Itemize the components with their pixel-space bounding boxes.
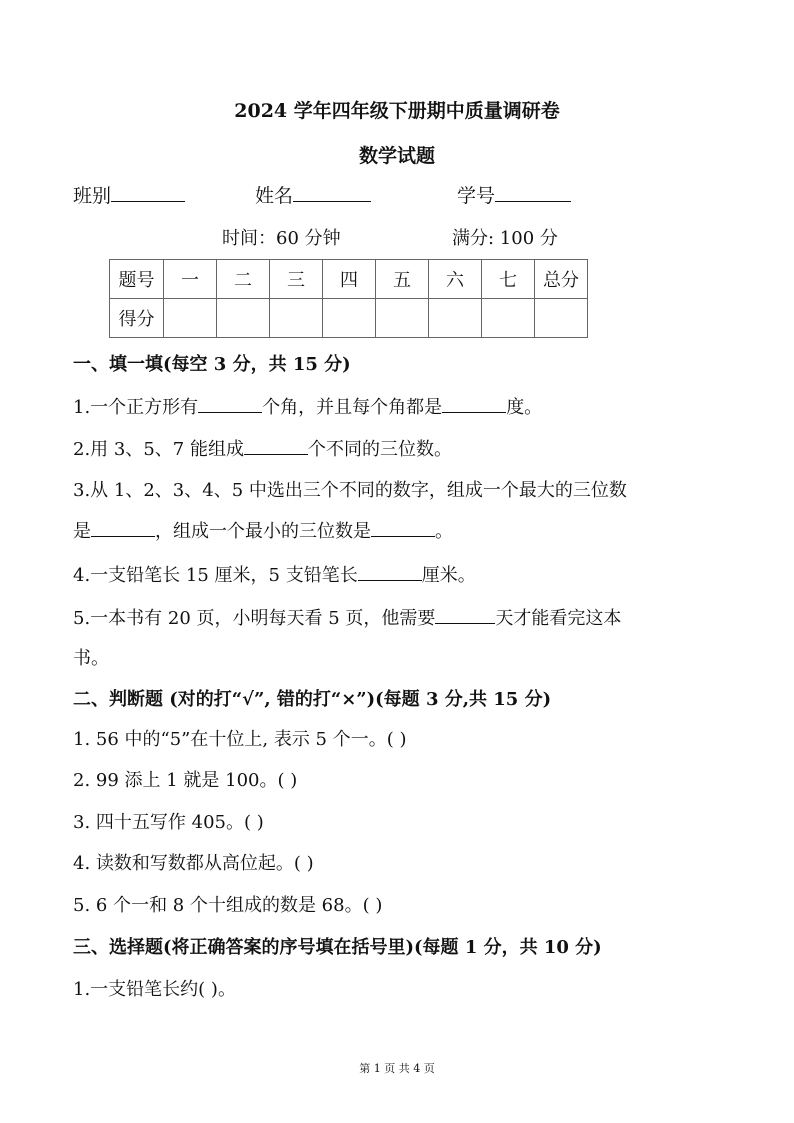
question-1-5-cont: 书。 — [73, 648, 109, 669]
score-header-cell: 七 — [482, 260, 535, 299]
question-1-2 — [73, 435, 452, 461]
judge-item: 1. 56 中的“5”在十位上, 表示 5 个一。( ) — [73, 729, 407, 750]
answer-blank[interactable] — [198, 394, 262, 413]
score-cell[interactable] — [270, 299, 323, 338]
id-field — [457, 181, 571, 208]
score-cell[interactable] — [429, 299, 482, 338]
judge-item: 2. 99 添上 1 就是 100。( ) — [73, 770, 298, 791]
question-1-4 — [73, 561, 476, 587]
answer-blank[interactable] — [91, 518, 155, 537]
question-text: 5.一本书有 20 页，小明每天看 5 页，他需要 — [73, 608, 436, 629]
score-table-header-row — [110, 260, 588, 299]
page-subtitle: 数学试题 — [358, 145, 435, 167]
answer-blank[interactable] — [371, 518, 435, 537]
question-text: ，组成一个最小的三位数是 — [155, 521, 371, 542]
name-field — [255, 181, 371, 208]
judge-item: 4. 读数和写数都从高位起。( ) — [73, 853, 314, 874]
score-row-label: 得分 — [110, 299, 164, 338]
score-cell[interactable] — [217, 299, 270, 338]
answer-blank[interactable] — [358, 562, 422, 581]
id-blank[interactable] — [495, 183, 571, 202]
score-table-score-row — [110, 299, 588, 338]
question-1-5 — [73, 604, 621, 630]
question-text: 2.用 3、5、7 能组成 — [73, 439, 244, 460]
score-header-cell: 六 — [429, 260, 482, 299]
class-blank[interactable] — [111, 183, 185, 202]
question-1-3-cont — [73, 517, 453, 543]
answer-blank[interactable] — [244, 436, 308, 455]
judge-item: 5. 6 个一和 8 个十组成的数是 68。( ) — [73, 895, 383, 916]
question-1-3: 3.从 1、2、3、4、5 中选出三个不同的数字，组成一个最大的三位数 — [73, 480, 627, 501]
question-text: 厘米。 — [421, 565, 476, 586]
class-label: 班别 — [73, 185, 112, 207]
exam-time: 时间：60 分钟 — [222, 228, 341, 249]
full-score: 满分: 100 分 — [452, 228, 558, 249]
question-1-1 — [73, 393, 542, 419]
answer-blank[interactable] — [442, 394, 506, 413]
section3-heading: 三、选择题(将正确答案的序号填在括号里)(每题 1 分，共 10 分) — [73, 937, 602, 958]
section1-heading: 一、填一填(每空 3 分，共 15 分) — [73, 354, 351, 375]
score-header-cell: 五 — [376, 260, 429, 299]
score-header-cell: 四 — [323, 260, 376, 299]
score-cell[interactable] — [535, 299, 588, 338]
name-blank[interactable] — [293, 183, 371, 202]
score-header-cell: 总分 — [535, 260, 588, 299]
page-title: 2024 学年四年级下册期中质量调研卷 — [234, 100, 560, 122]
score-header-cell: 题号 — [110, 260, 164, 299]
score-header-cell: 二 — [217, 260, 270, 299]
name-label: 姓名 — [255, 185, 294, 207]
question-text: 个角，并且每个角都是 — [262, 397, 443, 418]
question-text: 4.一支铅笔长 15 厘米，5 支铅笔长 — [73, 565, 358, 586]
score-cell[interactable] — [164, 299, 217, 338]
id-label: 学号 — [457, 185, 496, 207]
judge-item: 3. 四十五写作 405。( ) — [73, 812, 264, 833]
answer-blank[interactable] — [435, 605, 495, 624]
score-cell[interactable] — [376, 299, 429, 338]
section2-heading: 二、判断题 (对的打“√”, 错的打“×”)(每题 3 分,共 15 分) — [73, 689, 552, 710]
page-footer: 第 1 页 共 4 页 — [359, 1062, 435, 1075]
class-field — [73, 181, 185, 208]
question-text: 天才能看完这本 — [495, 608, 622, 629]
question-text: 是 — [73, 521, 91, 542]
score-header-cell: 三 — [270, 260, 323, 299]
question-text: 1.一个正方形有 — [73, 397, 199, 418]
question-text: 。 — [435, 521, 453, 542]
question-text: 个不同的三位数。 — [307, 439, 452, 460]
choice-item: 1.一支铅笔长约( )。 — [73, 979, 236, 1000]
score-cell[interactable] — [482, 299, 535, 338]
score-header-cell: 一 — [164, 260, 217, 299]
score-table — [109, 259, 588, 338]
score-cell[interactable] — [323, 299, 376, 338]
question-text: 度。 — [506, 397, 543, 418]
